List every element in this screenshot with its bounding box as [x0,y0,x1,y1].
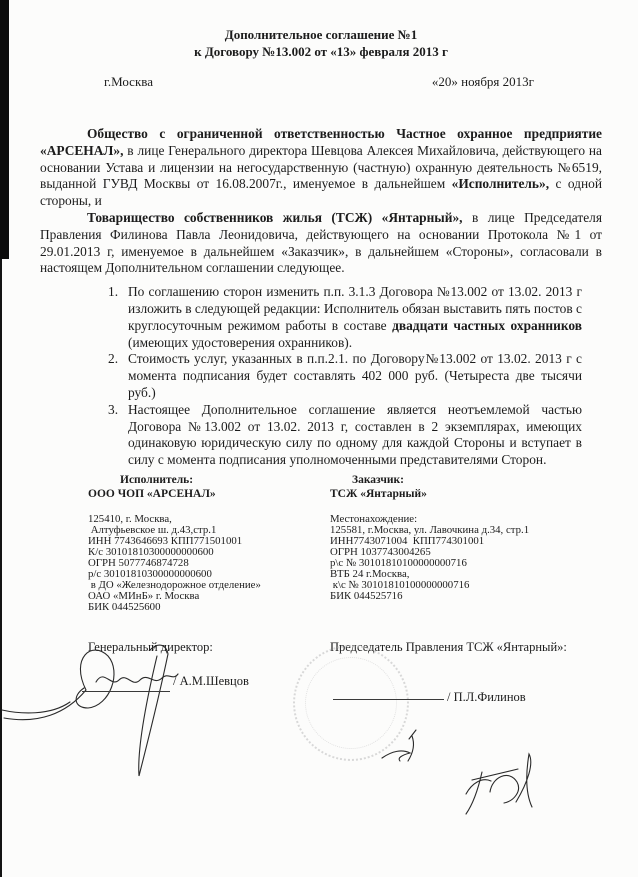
preamble-paragraph-1 [40,126,602,210]
title-line-1: Дополнительное соглашение №1 [224,27,418,42]
customer-role-label: Заказчик: [352,474,404,486]
detail-line: ВТБ 24 г.Москва, [330,568,410,580]
detail-line: Местонахождение: [330,513,418,525]
customer-signature-line [333,699,444,700]
preamble-text: в лице Председателя Правления Филинова Павла Леонидовича, действующего на основании Протокола №1 от 29.01.2013 г, именуемое в дальнейшем «Заказчик», в дальнейшем «Стороны», согласовали в настоящем Дополнительном соглашении следующее. [40,209,602,276]
clause-number: 2. [108,351,119,367]
detail-line: 125410, г. Москва, [88,513,172,525]
detail-line: р/с 30101810300000000600 [88,568,212,580]
city-label: г.Москва [104,74,153,89]
clause-emphasis: двадцати частных охранников [392,317,582,333]
clause-number: 1. [108,284,119,300]
dateline [40,74,602,90]
executor-requisites-block [88,473,333,613]
clause-item-2 [108,351,582,401]
detail-line: р\с № 30101810100000000716 [330,557,467,569]
customer-details [330,514,605,602]
clause-number: 3. [108,401,119,417]
detail-line: в ДО «Железнодорожное отделение» [88,579,261,591]
detail-line: К/с 30101810300000000600 [88,546,214,558]
executor-name: ООО ЧОП «АРСЕНАЛ» [88,488,216,500]
preamble-text: с одной стороны, и [40,176,603,209]
customer-signature [368,728,453,776]
bottom-right-signature [452,750,562,828]
document-body [40,126,602,469]
executor-role-label: Исполнитель: [120,474,194,486]
clause-text: По соглашению сторон изменить п.п. 3.1.3 Договора №13.002 от 13.02. 2013 г изложить в следующей редакции: Исполнитель обязан выставить пять постов с круглосуточным режимом работы в составе [128,284,582,333]
detail-line: ИНН7743071004 КПП774301001 [330,535,485,547]
document-title [40,26,602,60]
executor-sign-title: Генеральный директор: [88,640,213,654]
detail-line: ОАО «МИнБ» г. Москва [88,590,200,602]
clause-text: (имеющих удостоверения охранников). [128,334,353,350]
clause-text: Стоимость услуг, указанных в п.п.2.1. по Договору№13.002 от 13.02. 2013 г с момента подписания будет составлять 402 000 руб. (Четыреста две тысячи руб.) [128,351,582,400]
executor-sign-name: / А.М.Шевцов [173,674,249,688]
clause-text: Настоящее Дополнительное соглашение является неотъемлемой частью Договора №13.002 от 13.02. 2013 г, составлен в 2 экземплярах, имеющих одинаковую юридическую силу по одному для каждой Стороны и вступает в силу с момента подписания уполномоченными представителями Сторон. [128,401,582,468]
executor-full-name: Общество с ограниченной ответственностью Частное охранное предприятие «АРСЕНАЛ», [40,126,602,158]
executor-details [88,514,333,613]
detail-line: ОГРН 5077746874728 [88,557,189,569]
scan-edge-artifact [0,0,9,259]
executor-short-term: «Исполнитель», [451,176,550,192]
detail-line: к\с № 30101810100000000716 [330,579,470,591]
clause-item-1 [108,284,582,351]
preamble-paragraph-2 [40,210,602,277]
preamble-text: в лице Генерального директора Шевцова Алексея Михайловича, действующего на основании Устава и лицензии на негосударственную (частную) охранную деятельность №6519, выданной ГУВД Москвы от 16.08.2007г., именуемое в дальнейшем [40,142,602,192]
clause-item-3 [108,402,582,469]
detail-line: ИНН 7743646693 КПП771501001 [88,535,243,547]
detail-line: БИК 044525600 [88,601,161,613]
detail-line: 125581, г.Москва, ул. Лавочкина д.34, стр.1 [330,524,530,536]
detail-line: ОГРН 1037743004265 [330,546,431,558]
title-line-2: к Договору №13.002 от «13» февраля 2013 г [194,44,448,59]
clause-list [108,284,582,469]
detail-line: БИК 044525716 [330,590,403,602]
customer-sign-name: / П.Л.Филинов [447,690,526,704]
executor-signature [0,640,290,815]
customer-name: ТСЖ «Янтарный» [330,488,427,500]
date-label: «20» ноября 2013г [431,74,534,89]
executor-signature-line [82,691,170,692]
detail-line: Алтуфьевское ш. д.43,стр.1 [88,524,217,536]
customer-full-name: Товарищество собственников жилья (ТСЖ) «Янтарный», [87,209,463,225]
customer-sign-title: Председатель Правления ТСЖ «Янтарный»: [330,640,567,654]
customer-requisites-block [330,473,605,602]
